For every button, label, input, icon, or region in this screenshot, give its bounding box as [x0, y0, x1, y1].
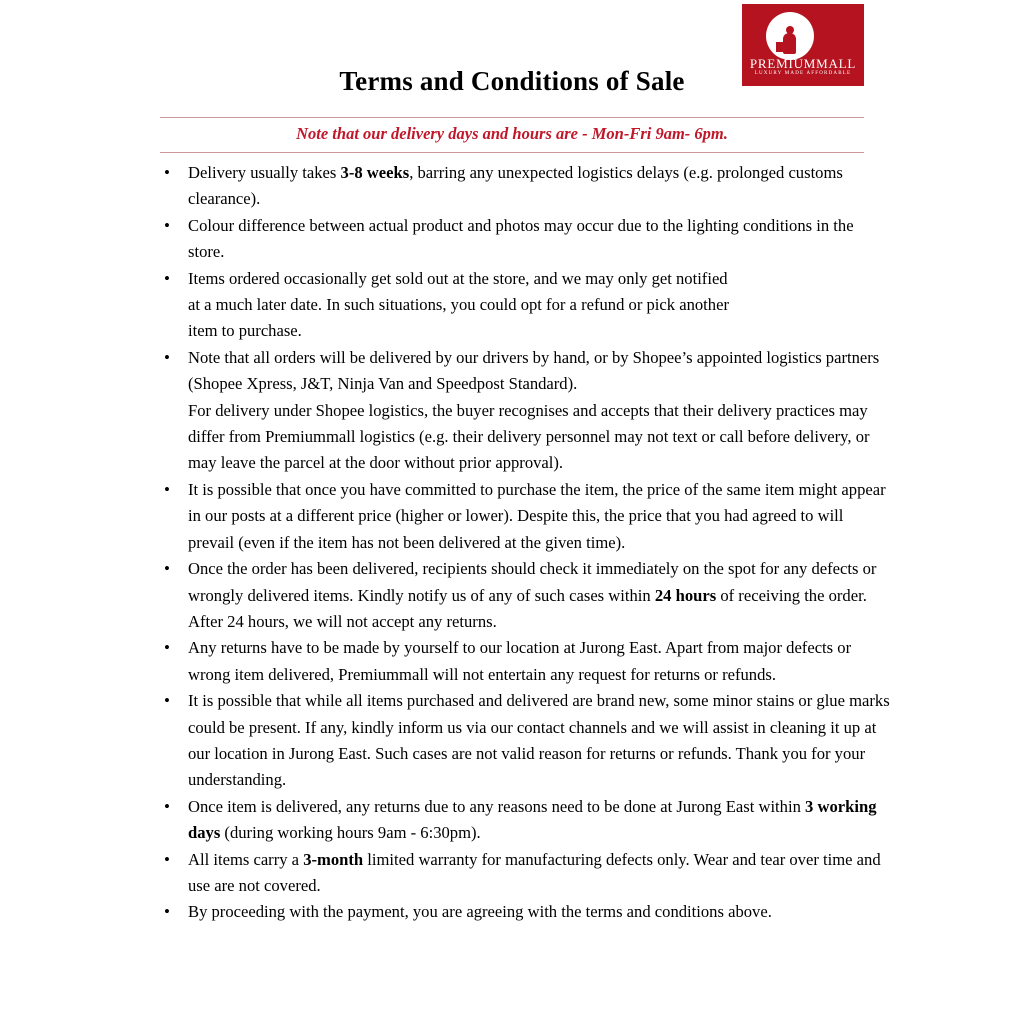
term-item-agreement [150, 899, 890, 925]
page-title: Terms and Conditions of Sale [339, 66, 685, 96]
bullet-icon: • [164, 559, 170, 579]
term-text: Once item is delivered, any returns due to any reasons need to be done at Jurong East within 3 working days (during working hours 9am - 6:30pm). [188, 796, 877, 843]
shopper-figure-icon [766, 12, 814, 60]
term-item-warranty [150, 847, 890, 900]
term-item-minor-stains [150, 688, 890, 794]
term-item-colour-difference [150, 213, 890, 266]
bullet-icon: • [164, 163, 170, 182]
term-item-price-change [150, 477, 890, 556]
bullet-icon: • [164, 691, 170, 711]
bullet-icon: • [164, 902, 170, 922]
terms-list [150, 160, 890, 926]
bullet-icon: • [164, 215, 170, 235]
logo-wordmark: PREMIUMMALL [749, 56, 857, 71]
term-text: Delivery usually takes 3-8 weeks, barring any unexpected logistics delays (e.g. prolonged customs clearance). [188, 163, 843, 209]
term-text: Once the order has been delivered, recipients should check it immediately on the spot for any defects or wrongly delivered items. Kindly notify us of any of such cases within 24 hours of receiving the order. After 24 hours, we will not accept any returns. [188, 559, 877, 631]
term-item-return-window [150, 794, 890, 847]
term-text: All items carry a 3-month limited warranty for manufacturing defects only. Wear and tear over time and use are not covered. [188, 849, 881, 895]
divider-top [160, 117, 864, 118]
term-text: Colour difference between actual product and photos may occur due to the lighting conditions in the store. [188, 215, 854, 262]
bullet-icon: • [164, 638, 170, 658]
bullet-icon: • [164, 347, 170, 367]
logo-tagline: LUXURY MADE AFFORDABLE [754, 71, 852, 76]
term-item-delivery-time [150, 160, 890, 213]
term-item-logistics-partners [150, 345, 890, 477]
bullet-icon: • [164, 268, 170, 288]
bullet-icon: • [164, 796, 170, 816]
term-text: Note that all orders will be delivered by our drivers by hand, or by Shopee’s appointed logistics partners (Shopee Xpress, J&T, Ninja Van and Speedpost Standard). For delivery under Shopee logistics, the buyer recognises and accepts that their delivery practices may differ from Premiummall logistics (e.g. their delivery personnel may not text or call before delivery, or may leave the parcel at the door without prior approval). [188, 347, 880, 473]
term-text: It is possible that while all items purchased and delivered are brand new, some minor stains or glue marks could be present. If any, kindly inform us via our contact channels and we will assist in cleaning it up at our location in Jurong East. Such cases are not valid reason for returns or refunds. Thank you for your understanding. [188, 691, 890, 790]
term-text: By proceeding with the payment, you are agreeing with the terms and conditions above. [188, 902, 772, 922]
delivery-hours-notice: Note that our delivery days and hours are - Mon-Fri 9am- 6pm. [296, 124, 728, 143]
term-item-sold-out [150, 266, 890, 345]
term-text: Any returns have to be made by yourself to our location at Jurong East. Apart from major defects or wrong item delivered, Premiummall will not entertain any request for returns or refunds. [188, 638, 852, 684]
bullet-icon: • [164, 849, 170, 869]
bullet-icon: • [164, 479, 170, 499]
divider-bottom [160, 152, 864, 153]
term-text: It is possible that once you have committed to purchase the item, the price of the same item might appear in our posts at a different price (higher or lower). Despite this, the price that you had agreed to will prevail (even if the item has not been delivered at the given time). [188, 479, 886, 552]
term-text: Items ordered occasionally get sold out at the store, and we may only get notified at a much later date. In such situations, you could opt for a refund or pick another item to purchase. [188, 268, 729, 341]
term-item-returns-location [150, 635, 890, 688]
term-item-check-on-delivery [150, 556, 890, 635]
